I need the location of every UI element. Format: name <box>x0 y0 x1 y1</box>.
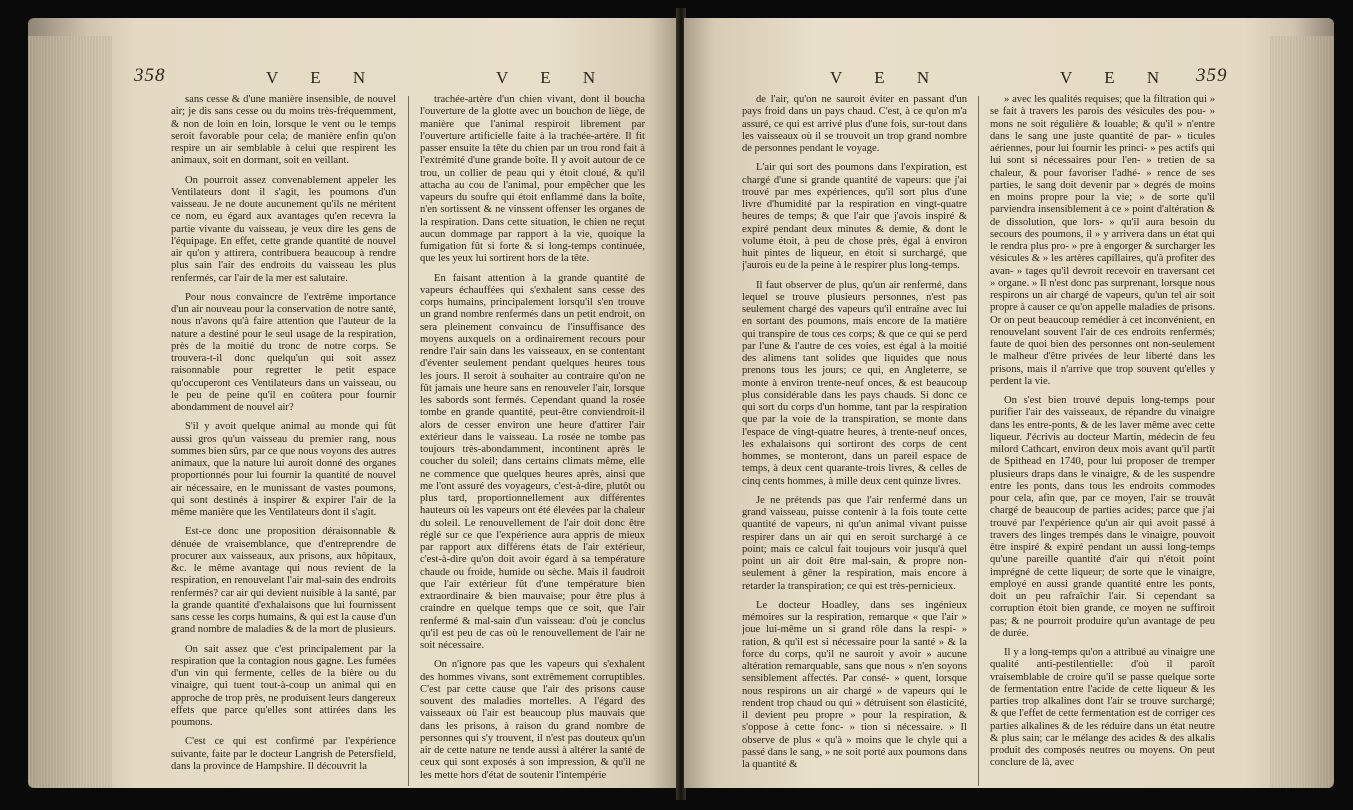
open-book <box>28 8 1334 800</box>
paragraph: L'air qui sort des poumons dans l'expiration, est chargé d'une si grande quantité de vapeurs: que j'ai trouvé par mes expériences, qu'il sort plus d'une livre d'humidité par la respiration en vingt-quatre heures de temps; & que l'air que j'avois inspiré & expiré pendant deux minutes & demie, & dont le volume étoit, à peu de chose près, égal à environ huit pintes de liqueur, en étoit si surchargé, que j'aurois eu de la peine à le respirer plus long-temps. <box>742 162 967 272</box>
right-page-edges <box>1270 36 1334 788</box>
paragraph: trachée-artère d'un chien vivant, dont il boucha l'ouverture de la glotte avec un bouchon de liège, de manière que l'animal respiroit librement par l'ouverture artificielle faite à la trachée-artère. Il fit passer ensuite la tête du chien par un trou rond fait à l'extrémité d'une grande boîte. Il y avoit autour de ce trou, un collier de peau qui y étoit cloué, & qu'il attacha au cou de l'animal, pour empêcher que les vapeurs du soufre qui étoit enflammé dans la boîte, n'en sortissent & ne vinssent offenser les organes de la respiration. Dans cette situation, le chien ne reçut aucun dommage par rapport à la vie, quoique la fumigation fût si forte & si long-temps continuée, que les yeux lui sortirent hors de la tête. <box>420 94 645 265</box>
text-column-left-1 <box>171 94 396 788</box>
paragraph: En faisant attention à la grande quantité de vapeurs échauffées qui s'exhalent sans cesse des corps humains, principalement lorsqu'il s'en trouve un grand nombre renfermés dans un petit endroit, on sera pleinement convaincu de l'insuffisance des moyens auxquels on a ordinairement recours pour rendre l'air sain dans les vaisseaux, en se contentant d'éventer seulement pendant quelques heures tous les jours. Il seroit à souhaiter au contraire qu'on ne fût jamais une heure sans en renouveler l'air, lorsque les sabords sont fermés. Cependant quand la rosée tombe en grande quantité, peut-être conviendroit-il alors de cesser environ une heure d'attirer l'air extérieur dans le vaisseau. La rosée ne tombe pas toujours très-abondamment, incontinent après le coucher du soleil; dans certains climats même, elle ne commence que quelques heures après, ainsi que me l'ont assuré des voyageurs, c'est-à-dire, plutôt ou plus tard, proportionnellement aux différentes hauteurs où les vapeurs ont été élevées par la chaleur du soleil. Le renouvellement de l'air doit donc être réglé sur ce que l'expérience aura appris de mieux par rapport aux différens états de l'air extérieur, c'est-à-dire qu'on doit avoir égard à sa température chaude ou froide, humide ou sèche. Mais il faudroit que l'air extérieur fût d'une température bien extraordinaire & bien mauvaise; pour être plus à craindre en quelque temps que ce soit, que l'air renfermé & mal-sain d'un vaisseau: d'où je conclus qu'il est peu de cas où le renouvellement de l'air ne soit nécessaire. <box>420 272 645 651</box>
column-rule <box>978 96 979 786</box>
running-head: V E N <box>830 68 944 87</box>
paragraph: On n'ignore pas que les vapeurs qui s'exhalent des hommes vivans, sont extrêmement corruptibles. C'est par cette cause que l'air des prisons cause souvent des maladies mortelles. A l'égard des vaisseaux où l'air est beaucoup plus mauvais que dans les prisons, à raison du grand nombre de personnes qui s'y trouvent, il n'est pas douteux qu'un air de cette nature ne tende aussi à altérer la santé de ceux qui sont exposés à son impression, & qu'il ne les mette hors d'état de soutenir l'intempérie <box>420 659 645 781</box>
text-column-right-2 <box>990 94 1215 788</box>
column-rule <box>408 96 409 786</box>
running-head: V E N <box>496 68 610 87</box>
paragraph: On s'est bien trouvé depuis long-temps pour purifier l'air des vaisseaux, de répandre du vinaigre dans les entre-ponts, & de les laver même avec cette liqueur. J'écrivis au docteur Martin, médecin de feu milord Cathcart, environ deux mois avant qu'il partît de Spithead en 1740, pour lui proposer de tremper plusieurs draps dans le vinaigre, & de les suspendre entre les ponts, dans tous les endroits commodes pour cela, afin que, par ce moyen, l'air se trouvât chargé de beaucoup de parties acides; parce que j'ai trouvé par l'expérience qu'un air qui avoit passé à travers des linges trempés dans le vinaigre, pouvoit être inspiré & expiré pendant un aussi long-temps qu'une pareille quantité d'air qui n'étoit point imprégné de cette liqueur; de sorte que le vinaigre, employé en aussi grande quantité entre les ponts, doit un peu rafraîchir l'air. Si cependant sa corruption étoit bien grande, ce moyen ne suffiroit pas; & ne pourroit produire qu'un avantage de peu de durée. <box>990 395 1215 639</box>
paragraph: On pourroit assez convenablement appeler les Ventilateurs dont il s'agit, les poumons d'un vaisseau. Je ne doute aucunement qu'ils ne méritent ce nom, eu égard aux avantages qu'en recevra la partie vivante du vaisseau, je veux dire les gens de l'équipage. En effet, cette grande quantité de nouvel air qu'on y attirera, contribuera beaucoup à rendre plus sain l'air des endroits du vaisseau les plus renfermés, car l'air de la mer est salutaire. <box>171 174 396 284</box>
paragraph: de l'air, qu'on ne sauroit éviter en passant d'un pays froid dans un pays chaud. C'est, à ce qu'on m'a assuré, ce qui est arrivé plus d'une fois, sur-tout dans les vaisseaux où il se trouvoit un trop grand nombre de personnes pendant le voyage. <box>742 94 967 154</box>
paragraph: S'il y avoit quelque animal au monde qui fût aussi gros qu'un vaisseau du premier rang, nous sommes bien sûrs, par ce que nous voyons des autres animaux, que la nature lui auroit donné des organes proportionnés pour lui fournir la quantité de nouvel air nécessaire, en le munissant de vastes poumons, qui sont destinés à inspirer & expirer l'air de la même manière que les Ventilateurs dont il s'agit. <box>171 421 396 518</box>
text-column-right-1 <box>742 94 967 788</box>
paragraph: Pour nous convaincre de l'extrême importance d'un air nouveau pour la conservation de notre santé, nous n'avons qu'à faire attention que l'auteur de la nature a destiné pour le seul usage de la respiration, près de la moitié du tronc de notre corps. Se trouvera-t-il donc quelqu'un qui soit assez raisonnable pour regretter le petit espace qu'occuperont ces Ventilateurs dans un vaisseau, ou le peu de peine qu'il en coûtera pour fournir abondamment de nouvel air? <box>171 291 396 413</box>
left-page-edges <box>28 36 112 788</box>
paragraph: C'est ce qui est confirmé par l'expérience suivante, faite par le docteur Langrish de Petersfield, dans la province de Hampshire. Il découvrit la <box>171 736 396 772</box>
paragraph: sans cesse & d'une manière insensible, de nouvel air; je dis sans cesse ou du moins très-fréquemment, & non de loin en loin, lorsque le vent ou le temps seroit favorable pour cela; de manière enfin qu'on respire un air semblable à celui que respirent les animaux, soit en dormant, soit en veillant. <box>171 94 396 167</box>
paragraph: Il faut observer de plus, qu'un air renfermé, dans lequel se trouve plusieurs personnes, n'est pas seulement chargé des vapeurs qu'il entraîne avec lui en sortant des poumons, mais encore de la matière qui transpire de tous ces corps; & que ce qui se perd par l'une & l'autre de ces voies, est égal à la moitié des alimens tant solides que liquides que nous prenons tous les jours; ce qui, en Angleterre, se monte à environ trente-neuf onces, & est beaucoup plus considérable dans les pays chauds. Si donc ce qui sort du corps d'un homme, tant par la respiration que par la voie de la transpiration, se monte dans l'espace de vingt-quatre heures, à trente-neuf onces, les exhalaisons qui sortiront des corps de cent hommes, se monteront, dans un pareil espace de temps, à deux cent quarante-trois livres, & celles de cinq cents hommes, à mille deux cent quinze livres. <box>742 279 967 487</box>
page-number-right: 359 <box>1196 65 1228 86</box>
right-page <box>684 18 1334 788</box>
paragraph: Il y a long-temps qu'on a attribué au vinaigre une qualité anti-pestilentielle: d'où il paroît vraisemblable de croire qu'il se passe quelque sorte de fermentation entre l'acide de cette liqueur & les parties trop alkalines dont l'air se trouve surchargé; & que l'effet de cette fermentation est de corriger ces parties alkalines & de les réduire dans un état neutre & plus sain; car le mélange des acides & des alkalis produit des composés neutres ou moyens. On peut conclure de là, avec <box>990 647 1215 769</box>
paragraph: Je ne prétends pas que l'air renfermé dans un grand vaisseau, puisse contenir à la fois toute cette quantité de vapeurs, ni qu'un animal vivant puisse respirer dans un air qui en seroit surchargé à ce point; mais ce calcul fait toujours voir jusqu'à quel point un air doit être mal-sain, & propre non-seulement à gêner la respiration, mais encore à retarder la transpiration; ce qui est très-pernicieux. <box>742 494 967 592</box>
paragraph: Est-ce donc une proposition déraisonnable & dénuée de vraisemblance, que d'entreprendre de procurer aux vaisseaux, aux prisons, aux hôpitaux, &c. le même avantage qui nous revient de la respiration, en renouvelant l'air mal-sain des endroits renfermés? car air qui devient nuisible à la santé, par la grande quantité d'exhalaisons que lui fournissent sans cesse les corps humains, & qui est la cause d'un grand nombre de maladies & de la mort de plusieurs. <box>171 526 396 636</box>
text-column-left-2 <box>420 94 645 788</box>
paragraph: On sait assez que c'est principalement par la respiration que la contagion nous gagne. Les fumées d'un vin qui fermente, celles de la bière ou du vinaigre, qui tuent tout-à-coup un animal qui en approche de trop près, ne produisent leurs dangereux effets que parce qu'elles sont attirées dans les poumons. <box>171 643 396 728</box>
paragraph: Le docteur Hoadley, dans ses ingénieux mémoires sur la respiration, remarque « que l'air » joue lui-même un si grand rôle dans la respi- » ration, & qu'il est si nécessaire pour la santé » & la force du corps, qu'il ne sauroit y avoir » aucune altération remarquable, sans que nous » n'en soyons sensiblement affectés. Par consé- » quent, lorsque nous respirons un air chargé » de vapeurs qui le rendent trop chaud ou qui » détruisent son élasticité, il devient peu propre » pour la respiration, & s'oppose à cette fonc- » tion si nécessaire. » Il observe de plus « qu'à » moins que le chyle qui a passé dans le sang, » ne soit porté aux poumons dans la quantité & <box>742 599 967 770</box>
left-page <box>28 18 678 788</box>
running-head: V E N <box>266 68 380 87</box>
page-number-left: 358 <box>134 65 166 86</box>
running-head: V E N <box>1060 68 1174 87</box>
paragraph: » avec les qualités requises; que la filtration qui » se fait à travers les parois des vésicules des pou- » mons ne soit régulière & louable; & qu'il » n'entre dans le sang une juste quantité de par- » ticules aériennes, pour lui fournir les princi- » pes actifs qui lui sont si nécessaires pour l'en- » tretien de sa chaleur, & pour favoriser l'adhé- » rence de ses parties, le sang doit devenir par » degrés de moins en moins propre pour la vie; » de sorte qu'il parviendra insensiblement à ce » point d'altération & de dissolution, que lors- » qu'il aura besoin du secours des poumons, il » y arrivera dans un état qui le rendra plus pro- » pre à engorger & surcharger les vésicules & » les artères capillaires, qu'à profiter des avan- » tages qu'il devroit recevoir en traversant cet » organe. » Il n'est donc pas surprenant, lorsque nous respirons un air chargé de vapeurs, qu'un tel air soit propre à causer ce qu'on appelle maladies de prisons. Or on peut beaucoup remédier à cet inconvénient, en renouvelant souvent l'air de ces endroits renfermés; faute de quoi bien des personnes ont non-seulement le malheur d'être privées de leur liberté dans les prisons, mais il n'arrive que trop souvent qu'elles y perdent la vie. <box>990 94 1215 387</box>
